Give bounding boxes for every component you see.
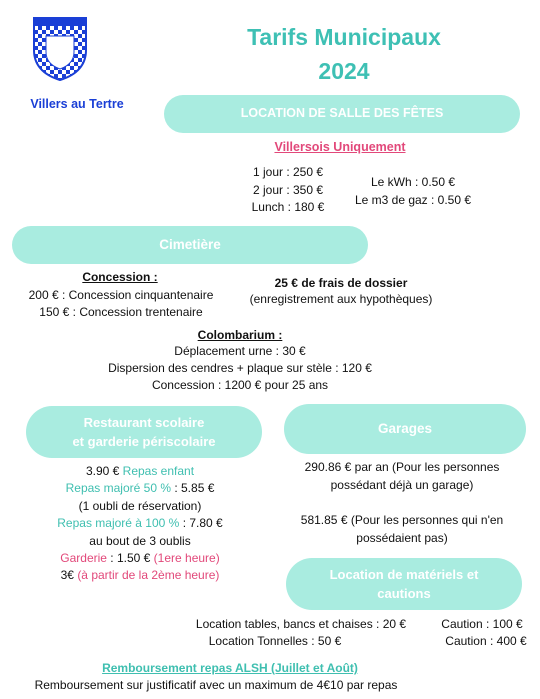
garderie-note: (1ere heure) [153,551,220,566]
salle-heading [164,95,520,133]
columbarium-1: Déplacement urne : 30 € [174,344,306,358]
garderie-extra-note: (à partir de la 2ème heure) [77,568,220,583]
materiels-heading-line1: Location de matériels et [329,567,479,582]
salle-price-2: 2 jour : 350 € [252,182,324,197]
cimetiere-heading-text: Cimetière [159,236,221,252]
energy-kwh: Le kWh : 0.50 € [370,175,456,189]
materiels-heading-line2: cautions [377,586,431,601]
materiel-row-2-caution: Caution : 400 € [445,634,527,648]
garage-price-2 [280,512,524,547]
salle-energy [340,173,486,209]
restaurant-line-1 [20,463,260,480]
salle-price-1: 1 jour : 250 € [252,165,324,179]
salle-subheading: Villersois Uniquement [274,140,406,154]
garage-price-2-line1: 581.85 € (Pour les personnes qui n'en [300,513,504,527]
repas-enfant-label: Repas enfant [122,464,195,478]
materiels-heading [286,558,522,610]
garage-price-1-line2: possédant déjà un garage) [330,477,474,492]
repas-50-price: : 5.85 € [174,481,215,496]
garderie-label: Garderie [60,551,107,566]
repas-enfant-price: 3.90 € [85,464,120,478]
concession-title: Concession : [82,270,158,284]
page-title: Tarifs Municipaux [247,24,441,50]
garage-price-2-line2: possédaient pas) [356,530,448,545]
restaurant-line-4 [20,515,260,532]
salle-prices [236,164,340,217]
fees-line-1: 25 € de frais de dossier [274,276,408,290]
repas-100-label: Repas majoré à 100 % [57,516,180,531]
repas-50-label: Repas majoré 50 % [65,481,171,496]
salle-heading-text: LOCATION DE SALLE DES FÊTES [240,106,444,121]
garderie-extra-price: 3€ [60,568,74,583]
columbarium-title: Colombarium : [197,328,283,342]
materiel-row-1-caution: Caution : 100 € [441,617,523,631]
columbarium-list [60,343,420,394]
alsh-text: Remboursement sur justificatif avec un maximum de 4€10 par repas [34,678,398,692]
garages-heading-text: Garages [377,420,433,436]
materiel-row-1-label: Location tables, bancs et chaises : 20 € [195,617,407,631]
town-shield-logo [30,14,90,82]
restaurant-line-3: (1 oubli de réservation) [78,498,202,513]
salle-price-3: Lunch : 180 € [251,200,325,214]
garage-price-1-line1: 290.86 € par an (Pour les personnes [304,460,500,474]
materiel-row-2-label: Location Tonnelles : 50 € [208,634,342,648]
repas-100-price: : 7.80 € [182,516,223,531]
restaurant-heading-line1: Restaurant scolaire [83,415,205,430]
restaurant-heading [26,406,262,458]
garage-price-1 [280,459,524,494]
fees-line-2: (enregistrement aux hypothèques) [249,292,433,306]
garderie-price: : 1.50 € [110,551,151,566]
restaurant-line-7 [20,567,260,584]
concession-50: 200 € : Concession cinquantenaire [28,288,214,302]
restaurant-line-6 [20,550,260,567]
columbarium-2: Dispersion des cendres + plaque sur stèle : 120 € [108,361,372,375]
restaurant-line-2 [20,480,260,497]
concession-30: 150 € : Concession trentenaire [39,305,203,319]
restaurant-line-5: au bout de 3 oublis [89,533,191,548]
alsh-heading: Remboursement repas ALSH (Juillet et Août) [102,661,358,675]
concession-list [0,287,242,321]
garages-heading [284,404,526,454]
energy-gaz: Le m3 de gaz : 0.50 € [354,193,472,207]
cimetiere-heading [12,226,368,264]
restaurant-prices [20,463,260,585]
restaurant-heading-line2: et garderie périscolaire [72,434,216,449]
page-year: 2024 [318,58,370,84]
columbarium-3: Concession : 1200 € pour 25 ans [151,378,329,392]
town-name: Villers au Tertre [30,97,124,111]
